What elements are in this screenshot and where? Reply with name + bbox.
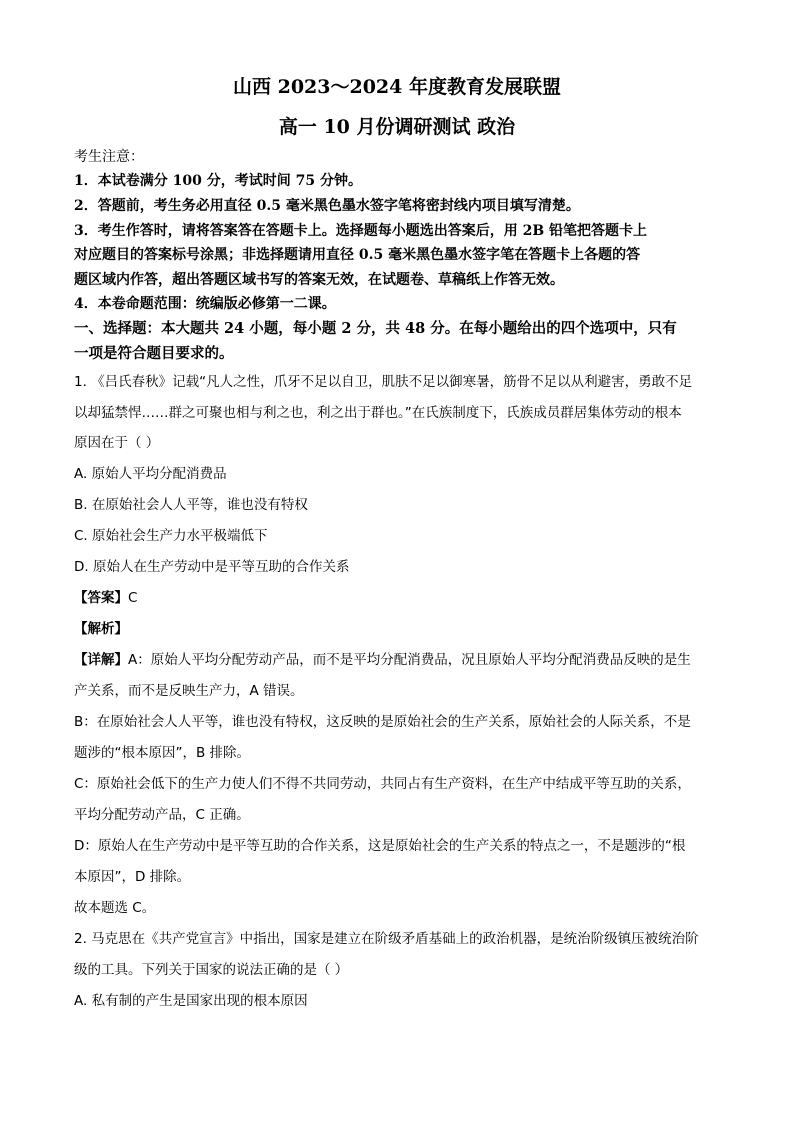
exam-title: 山西 2023～2024 年度教育发展联盟 <box>233 76 561 98</box>
q2-stem-line-2: 级的工具。下列关于国家的说法正确的是（ ） <box>74 962 349 978</box>
answer-value: C <box>128 590 138 606</box>
q1-option-d: D. 原始人在生产劳动中是平等互助的合作关系 <box>74 559 350 575</box>
q1-conclusion: 故本题选 C。 <box>74 900 156 916</box>
section-heading-line-2: 一项是符合题目要求的。 <box>74 345 234 362</box>
q1-stem-line-2: 以却猛禁悍……群之可聚也相与利之也，利之出于群也。”在氏族制度下，氏族成员群居集体劳动的根本 <box>74 405 682 421</box>
q1-analysis-label: 【解析】 <box>74 621 128 637</box>
exam-subtitle: 高一 10 月份调研测试 政治 <box>278 116 516 138</box>
q1-detail-b-line-1: B：在原始社会人人平等，谁也没有特权，这反映的是原始社会的生产关系，原始社会的人际关系，不是 <box>74 714 691 730</box>
q1-stem-line-1: 1. 《吕氏春秋》记载“凡人之性，爪牙不足以自卫，肌肤不足以御寒暑，筋骨不足以从利避害，勇敢不足 <box>74 374 693 390</box>
detail-label: 【详解】 <box>74 652 128 668</box>
q1-option-b: B. 在原始社会人人平等，谁也没有特权 <box>74 497 308 513</box>
q1-detail-d-line-1: D：原始人在生产劳动中是平等互助的合作关系，这是原始社会的生产关系的特点之一，不是题涉的“根 <box>74 838 686 854</box>
notice-item-2: 2．答题前，考生务必用直径 0.5 毫米黑色墨水签字笔将密封线内项目填写清楚。 <box>74 198 580 214</box>
detail-a-text: A：原始人平均分配劳动产品，而不是平均分配消费品，况且原始人平均分配消费品反映的是生 <box>128 652 691 668</box>
q1-detail-c-line-1: C：原始社会低下的生产力使人们不得不共同劳动，共同占有生产资料，在生产中结成平等互助的关系， <box>74 776 691 792</box>
q1-detail-b-line-2: 题涉的“根本原因”，B 排除。 <box>74 745 251 761</box>
q1-option-c: C. 原始社会生产力水平极端低下 <box>74 528 268 544</box>
q1-option-a: A. 原始人平均分配消费品 <box>74 466 227 482</box>
q2-stem-line-1: 2. 马克思在《共产党宣言》中指出，国家是建立在阶级矛盾基础上的政治机器，是统治阶级镇压被统治阶 <box>74 931 699 947</box>
q1-detail-d-line-2: 本原因”，D 排除。 <box>74 869 191 885</box>
q1-answer <box>74 589 137 607</box>
q1-detail-c-line-2: 平均分配劳动产品，C 正确。 <box>74 807 250 823</box>
q1-stem-line-3: 原因在于（ ） <box>74 435 160 451</box>
answer-label: 【答案】 <box>74 590 128 606</box>
q1-detail-a-line-1 <box>74 651 691 669</box>
notice-item-4: 4．本卷命题范围：统编版必修第一二课。 <box>74 296 336 312</box>
notice-item-1: 1．本试卷满分 100 分，考试时间 75 分钟。 <box>74 173 362 189</box>
q2-option-a: A. 私有制的产生是国家出现的根本原因 <box>74 993 308 1009</box>
notice-heading: 考生注意： <box>74 149 144 165</box>
q1-detail-a-line-2: 产关系，而不是反映生产力，A 错误。 <box>74 683 304 699</box>
notice-item-3-line-3: 题区域内作答，超出答题区域书写的答案无效，在试题卷、草稿纸上作答无效。 <box>74 272 564 288</box>
notice-item-3-line-2: 对应题目的答案标号涂黑；非选择题请用直径 0.5 毫米黑色墨水签字笔在答题卡上各题的答 <box>74 247 641 263</box>
section-heading-line-1: 一、选择题：本大题共 24 小题，每小题 2 分，共 48 分。在每小题给出的四个选项中，只有 <box>74 320 677 337</box>
notice-item-3-line-1: 3．考生作答时，请将答案答在答题卡上。选择题每小题选出答案后，用 2B 铅笔把答题卡上 <box>74 223 648 239</box>
